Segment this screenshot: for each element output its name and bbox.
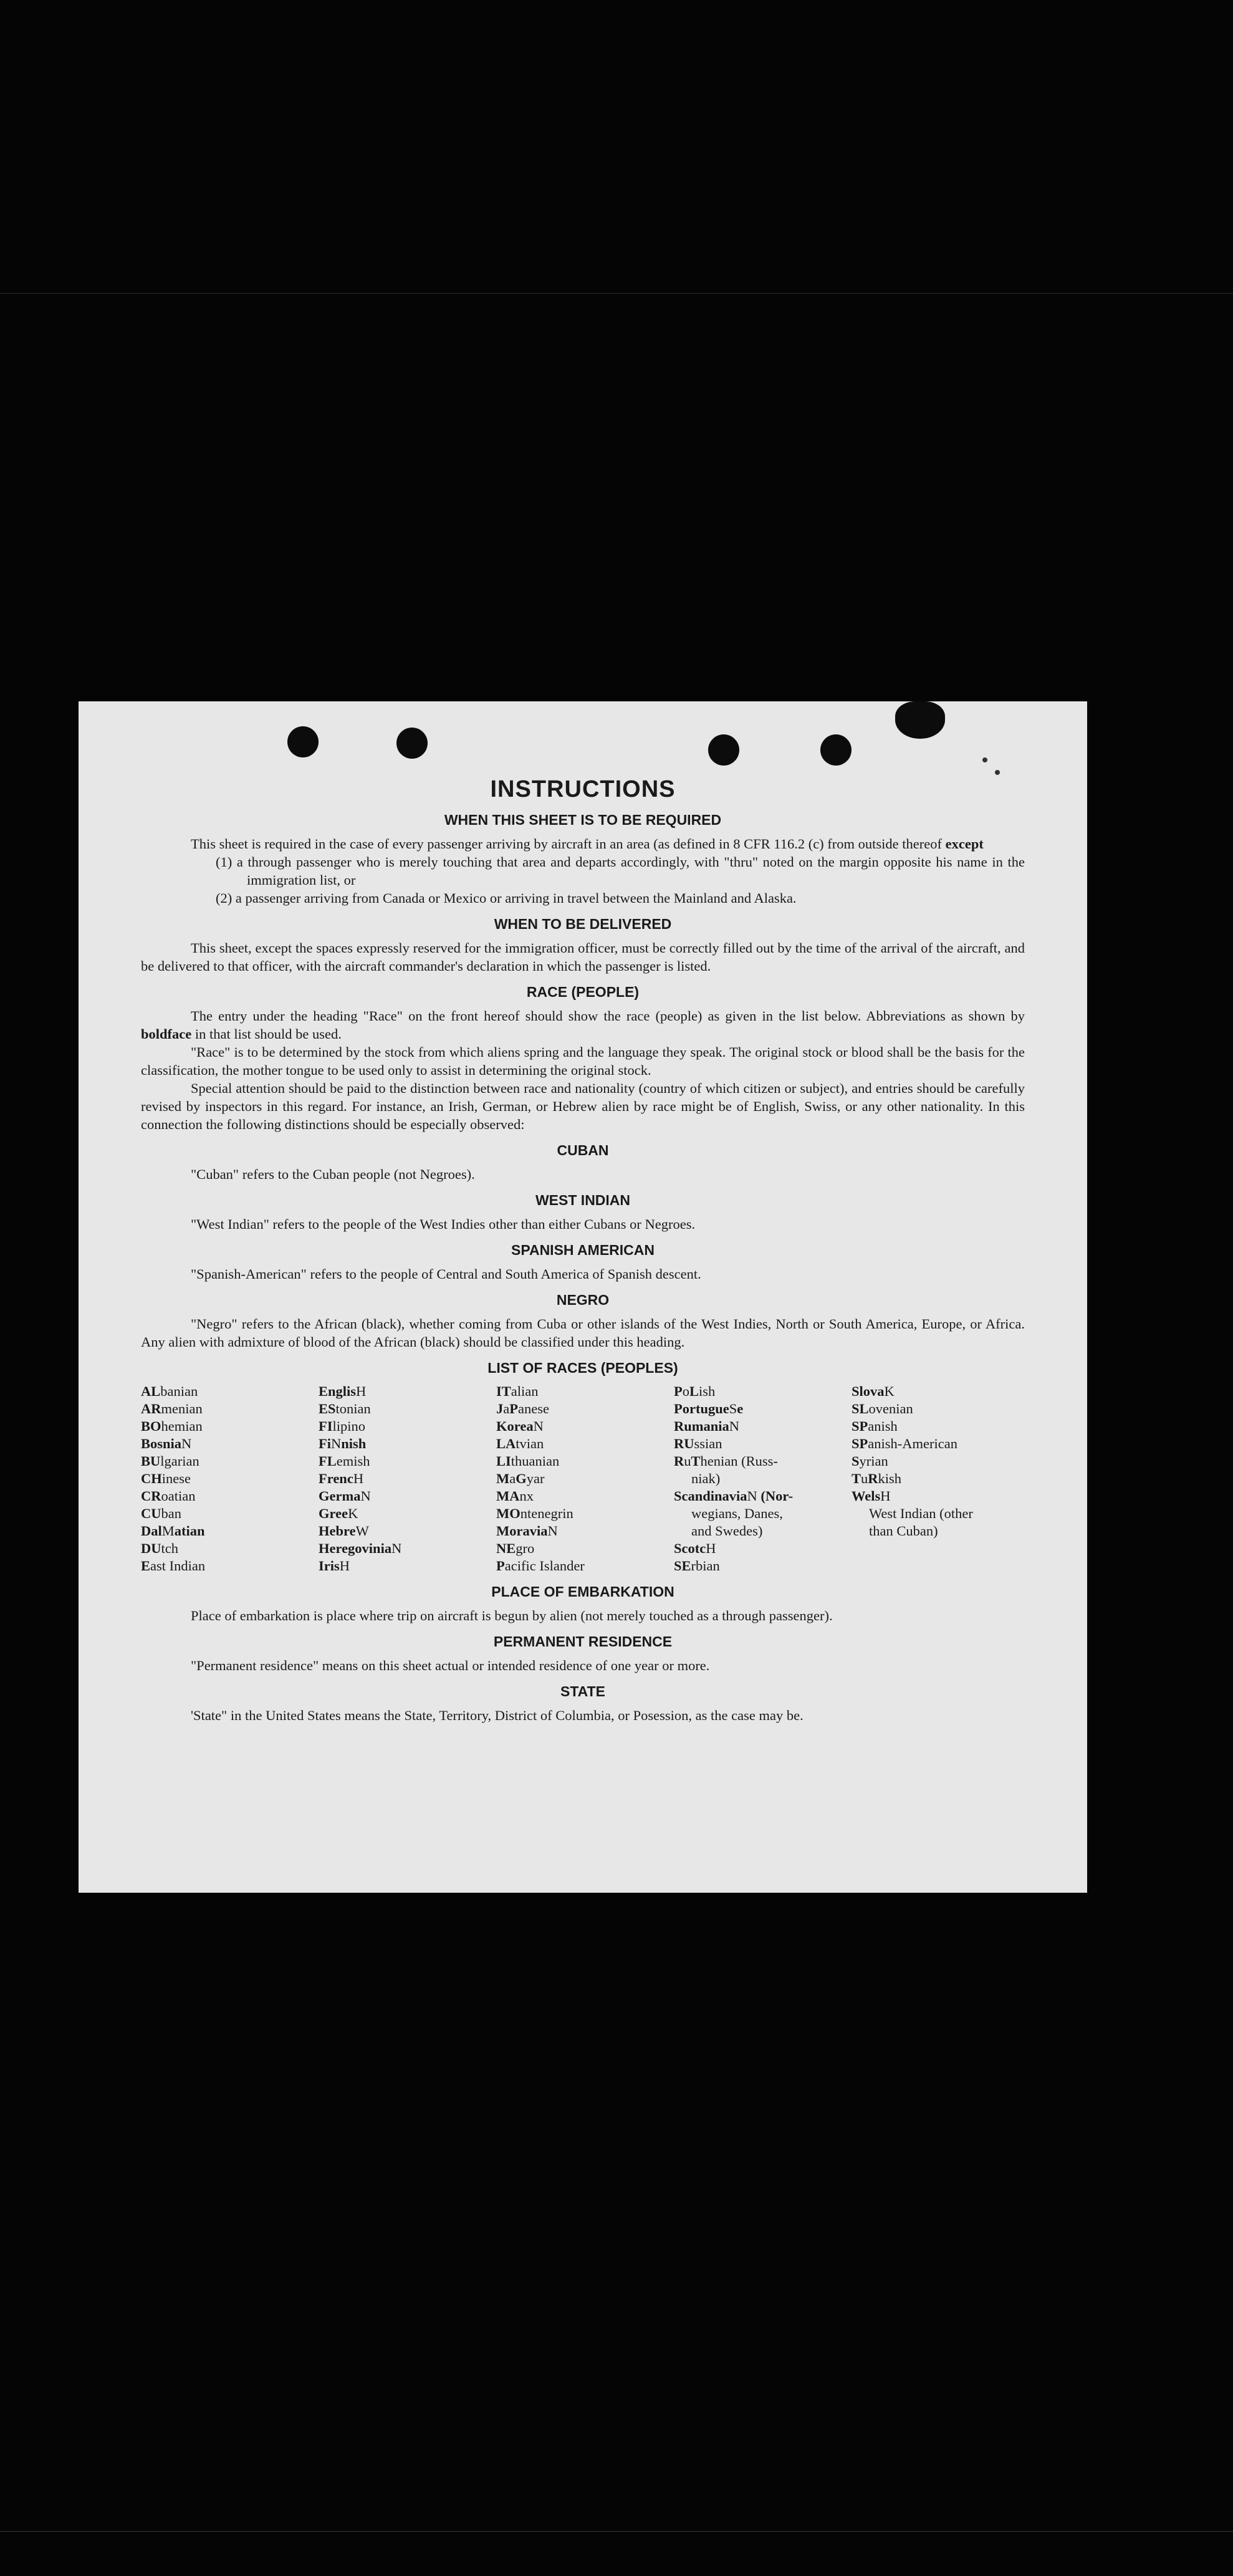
race-entry: RumaniaN [674, 1418, 740, 1434]
race-entry: Pacific Islander [496, 1558, 585, 1574]
scan-artifact-line [0, 2531, 1233, 2532]
race-entry: RUssian [674, 1436, 722, 1451]
race-entry: NEgro [496, 1540, 535, 1556]
race-entry: MAnx [496, 1488, 534, 1504]
race-entry: SErbian [674, 1558, 720, 1574]
race-entry: SPanish [852, 1418, 898, 1434]
race-entry: EStonian [319, 1401, 371, 1416]
race-entry: MOntenegrin [496, 1506, 573, 1521]
race-entry: CRoatian [141, 1488, 196, 1504]
heading-list-of-races: LIST OF RACES (PEOPLES) [487, 1360, 678, 1376]
punch-hole [396, 728, 428, 759]
paragraph-spanish-american: "Spanish-American" refers to the people of Central and South America of Spanish descent. [191, 1266, 701, 1282]
race-entry: BUlgarian [141, 1453, 199, 1469]
race-entry: DUtch [141, 1540, 178, 1556]
paragraph-race-1: The entry under the heading "Race" on the front hereof should show the race (people) as given in the list below. Abbreviations as shown by boldface in that list should be used. [141, 1008, 1025, 1042]
race-entry: ALbanian [141, 1383, 198, 1399]
paragraph-race-2: "Race" is to be determined by the stock from which aliens spring and the language they speak. The original stock or blood shall be the basis for the classification, the mother tongue to be used only to assist in determining the original stock. [141, 1044, 1025, 1078]
race-entry: CUban [141, 1506, 181, 1521]
ink-blot [895, 701, 945, 739]
paragraph-negro: "Negro" refers to the African (black), whether coming from Cuba or other islands of the West Indies, North or South America, Europe, or Africa. Any alien with admixture of blood of the African (black) should be classified under this heading. [141, 1316, 1025, 1350]
race-entry: KoreaN [496, 1418, 544, 1434]
race-entry: FIlipino [319, 1418, 366, 1434]
race-entry: JaPanese [496, 1401, 549, 1416]
race-entry: and Swedes) [691, 1523, 763, 1539]
race-entry: LIthuanian [496, 1453, 560, 1469]
race-entry: SLovenian [852, 1401, 913, 1416]
race-entry: PoLish [674, 1383, 716, 1399]
list-item-1: (1) a through passenger who is merely touching that area and departs accordingly, with "thru" noted on the margin opposite his name in the immigration list, or [216, 854, 1025, 888]
race-entry: RuThenian (Russ- [674, 1453, 778, 1469]
heading-negro: NEGRO [556, 1292, 610, 1308]
paragraph-cuban: "Cuban" refers to the Cuban people (not Negroes). [191, 1166, 475, 1182]
speck [995, 770, 1000, 775]
race-entry: GreeK [319, 1506, 358, 1521]
race-entry: PortugueSe [674, 1401, 744, 1416]
race-entry: HeregoviniaN [319, 1540, 402, 1556]
race-entry: wegians, Danes, [691, 1506, 783, 1521]
race-entry: niak) [691, 1471, 721, 1486]
paragraph-when-required: This sheet is required in the case of every passenger arriving by aircraft in an area (as defined in 8 CFR 116.2 (c) from outside thereof except [191, 836, 984, 852]
race-entry: East Indian [141, 1558, 206, 1574]
list-item-2: (2) a passenger arriving from Canada or Mexico or arriving in travel between the Mainland and Alaska. [216, 890, 797, 906]
heading-spanish-american: SPANISH AMERICAN [511, 1242, 655, 1258]
heading-west-indian: WEST INDIAN [535, 1192, 631, 1208]
race-column [674, 1383, 852, 1575]
race-entry: ScandinaviaN (Nor- [674, 1488, 794, 1504]
race-column [319, 1383, 496, 1575]
race-column [852, 1383, 1039, 1575]
race-entry: TuRkish [852, 1471, 902, 1486]
race-entry: Syrian [852, 1453, 888, 1469]
race-entry: GermaN [319, 1488, 371, 1504]
race-entry: DalMatian [141, 1523, 205, 1539]
paragraph-race-3: Special attention should be paid to the distinction between race and nationality (country of which citizen or subject), and entries should be carefully revised by inspectors in this regard. For instance, an Irish, German, or Hebrew alien by race might be of English, Swiss, or any other nationality. In this connection the following distinctions should be especially observed: [141, 1080, 1025, 1132]
race-entry: IrisH [319, 1558, 350, 1574]
heading-when-required: WHEN THIS SHEET IS TO BE REQUIRED [444, 812, 722, 828]
scan-artifact-line [0, 293, 1233, 294]
heading-permanent-residence: PERMANENT RESIDENCE [493, 1633, 673, 1650]
race-entry: CHinese [141, 1471, 191, 1486]
race-entry: ScotcH [674, 1540, 716, 1556]
paragraph-permanent-residence: "Permanent residence" means on this sheet actual or intended residence of one year or more. [191, 1658, 710, 1673]
race-entry: FrencH [319, 1471, 364, 1486]
heading-when-delivered: WHEN TO BE DELIVERED [494, 916, 672, 932]
race-entry: ARmenian [141, 1401, 203, 1416]
paragraph-place-of-embarkation: Place of embarkation is place where trip on aircraft is begun by alien (not merely touched as a through passenger). [191, 1608, 833, 1623]
heading-state: STATE [560, 1683, 605, 1699]
paragraph-west-indian: "West Indian" refers to the people of the West Indies other than either Cubans or Negroes. [191, 1216, 696, 1232]
race-entry: MoraviaN [496, 1523, 558, 1539]
heading-place-of-embarkation: PLACE OF EMBARKATION [491, 1584, 674, 1600]
document-page [79, 701, 1087, 1893]
race-entry: BosniaN [141, 1436, 192, 1451]
page-title: INSTRUCTIONS [490, 776, 676, 802]
punch-hole [287, 726, 319, 757]
races-list [141, 1383, 1025, 1575]
race-entry: West Indian (other [869, 1506, 973, 1521]
race-entry: WelsH [852, 1488, 891, 1504]
punch-hole [708, 734, 739, 766]
race-entry: FiNnish [319, 1436, 367, 1451]
race-column [141, 1383, 319, 1575]
speck [982, 757, 987, 762]
race-entry: MaGyar [496, 1471, 545, 1486]
race-column [496, 1383, 674, 1575]
race-entry: LAtvian [496, 1436, 544, 1451]
race-entry: than Cuban) [869, 1523, 938, 1539]
punch-hole [820, 734, 852, 766]
race-entry: FLemish [319, 1453, 370, 1469]
race-entry: EnglisH [319, 1383, 367, 1399]
heading-cuban: CUBAN [557, 1142, 609, 1158]
race-entry: BOhemian [141, 1418, 203, 1434]
paragraph-when-delivered: This sheet, except the spaces expressly reserved for the immigration officer, must be correctly filled out by the time of the arrival of the aircraft, and be delivered to that officer, with the aircraft commander's declaration in which the passenger is listed. [141, 940, 1025, 974]
race-entry: ITalian [496, 1383, 539, 1399]
race-entry: SPanish-American [852, 1436, 957, 1451]
race-entry: SlovaK [852, 1383, 895, 1399]
paragraph-state: 'State" in the United States means the State, Territory, District of Columbia, or Posession, as the case may be. [191, 1708, 804, 1723]
race-entry: HebreW [319, 1523, 369, 1539]
heading-race: RACE (PEOPLE) [526, 984, 640, 1000]
